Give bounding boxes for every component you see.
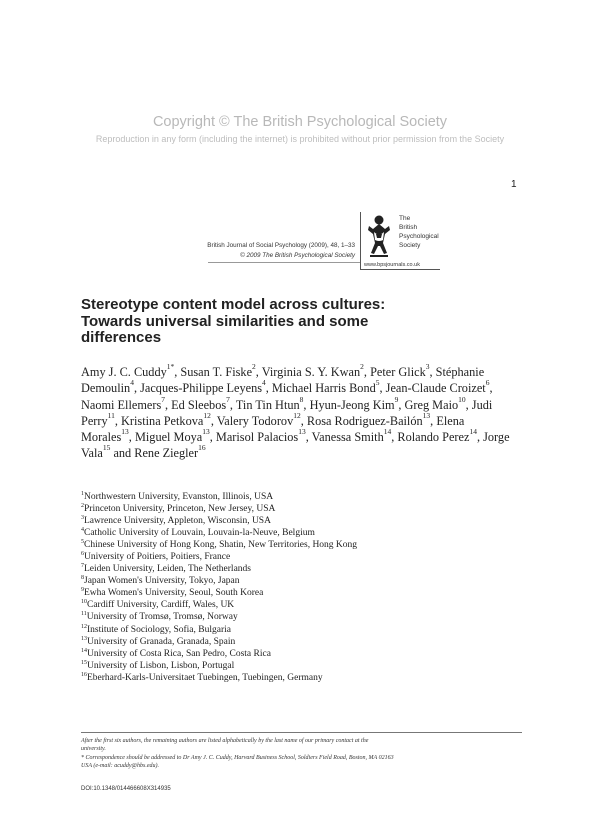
author-affiliation-marker: 1* xyxy=(166,362,175,371)
journal-citation: British Journal of Social Psychology (2009), 48, 1–33 xyxy=(207,242,355,249)
author-separator: , xyxy=(210,413,217,428)
author-affiliation-marker: 13 xyxy=(202,427,210,437)
author-separator: , xyxy=(265,381,272,396)
author-name: Jorge Vala xyxy=(81,430,510,461)
author-name: Kristina Petkova xyxy=(121,413,204,428)
affiliation-text: University of Poitiers, Poitiers, France xyxy=(84,552,231,563)
society-rule xyxy=(360,269,440,270)
author-name: Elena Morales xyxy=(81,413,465,445)
affiliation-item xyxy=(81,587,511,599)
author-list xyxy=(81,364,511,462)
affiliation-item xyxy=(81,563,511,575)
affiliation-text: Cardiff University, Cardiff, Wales, UK xyxy=(87,600,235,611)
author-name: Virginia S. Y. Kwan xyxy=(261,365,361,379)
affiliation-item xyxy=(81,599,511,611)
author-separator: , xyxy=(476,430,484,445)
affiliation-item xyxy=(81,539,511,551)
affiliation-number: 7 xyxy=(81,563,84,570)
affiliation-number: 1 xyxy=(81,491,84,497)
title-line: differences xyxy=(81,329,162,346)
footnote-line: university. xyxy=(81,746,106,753)
author-name: Naomi Ellemers xyxy=(81,397,162,412)
affiliation-number: 8 xyxy=(81,575,84,582)
author-separator: , xyxy=(229,397,236,412)
affiliation-item xyxy=(81,503,511,515)
author-name: Peter Glick xyxy=(370,365,426,379)
author-separator: , xyxy=(379,381,386,396)
author-name: Tin Tin Htun xyxy=(235,397,300,412)
author-name: Valery Todorov xyxy=(216,413,294,428)
author-affiliation-marker: 3 xyxy=(425,362,430,371)
affiliation-number: 12 xyxy=(81,623,87,630)
journal-copyright: © 2009 The British Psychological Society xyxy=(240,251,355,259)
affiliation-text: University of Tromsø, Tromsø, Norway xyxy=(86,612,238,623)
author-name: Jacques-Philippe Leyens xyxy=(140,381,263,396)
author-separator: , xyxy=(209,430,216,445)
author-affiliation-marker: 13 xyxy=(121,427,129,437)
footnote-line: USA (e-mail: acuddy@hbs.edu). xyxy=(81,762,160,769)
journal-citation-block xyxy=(150,241,355,260)
british-psychological-society-logo-icon xyxy=(365,213,393,259)
author-name: Vanessa Smith xyxy=(311,430,384,445)
title-line: Towards universal similarities and some xyxy=(81,312,369,330)
society-line: The xyxy=(399,215,411,222)
affiliation-text: Northwestern University, Evanston, Illinois, USA xyxy=(84,492,274,502)
affiliation-number: 2 xyxy=(81,503,84,510)
author-separator: , xyxy=(114,413,122,428)
author-separator: , xyxy=(465,397,472,412)
title-line: Stereotype content model across cultures: xyxy=(81,296,386,313)
header-rule xyxy=(208,262,360,263)
affiliation-item xyxy=(81,636,511,648)
author-name: Marisol Palacios xyxy=(215,430,299,445)
author-affiliation-marker: 7 xyxy=(161,394,165,404)
footnote-line: * Correspondence should be addressed to Dr Amy J. C. Cuddy, Harvard Business School, Soldiers Field Road, Boston, MA 02163 xyxy=(81,754,394,761)
affiliation-text: Princeton University, Princeton, New Jersey, USA xyxy=(84,504,276,515)
author-name: Rolando Perez xyxy=(397,430,470,445)
author-affiliation-marker: 11 xyxy=(107,410,115,420)
affiliation-list xyxy=(81,491,511,684)
author-separator: , xyxy=(128,430,135,445)
author-separator: , xyxy=(165,397,172,412)
author-name: Amy J. C. Cuddy xyxy=(81,365,167,379)
affiliation-item xyxy=(81,491,511,503)
author-affiliation-marker: 15 xyxy=(102,443,111,453)
author-separator: , xyxy=(391,430,398,445)
affiliation-number: 3 xyxy=(81,515,84,522)
author-name: Hyun-Jeong Kim xyxy=(309,397,395,412)
author-name: Miguel Moya xyxy=(134,430,203,445)
author-name: and Rene Ziegler xyxy=(113,446,199,461)
affiliation-text: Ewha Women's University, Seoul, South Korea xyxy=(84,588,264,599)
author-affiliation-marker: 13 xyxy=(422,410,431,420)
affiliation-text: University of Granada, Granada, Spain xyxy=(87,636,236,647)
affiliation-number: 4 xyxy=(81,527,84,534)
author-separator: , xyxy=(303,397,310,412)
affiliation-text: Japan Women's University, Tokyo, Japan xyxy=(84,576,240,587)
author-name: Michael Harris Bond xyxy=(271,381,376,396)
affiliation-text: Lawrence University, Appleton, Wisconsin, USA xyxy=(84,516,271,527)
affiliation-item xyxy=(81,672,511,684)
author-name: Rosa Rodriguez-Bailón xyxy=(306,413,423,428)
author-affiliation-marker: 7 xyxy=(226,394,230,404)
society-line: Psychological xyxy=(399,233,439,240)
author-separator: , xyxy=(305,430,312,445)
author-name: Judi Perry xyxy=(81,397,493,428)
affiliation-number: 13 xyxy=(81,635,87,642)
author-separator: , xyxy=(489,381,496,396)
affiliation-number: 10 xyxy=(81,599,87,606)
author-affiliation-marker: 16 xyxy=(198,443,206,453)
author-affiliation-marker: 10 xyxy=(458,394,466,404)
page-number: 1 xyxy=(511,179,517,190)
author-separator: , xyxy=(429,365,436,379)
affiliation-text: Institute of Sociology, Sofia, Bulgaria xyxy=(87,624,231,635)
author-separator: , xyxy=(398,397,405,412)
author-affiliation-marker: 12 xyxy=(293,410,301,420)
author-affiliation-marker: 4 xyxy=(262,378,266,388)
affiliation-number: 15 xyxy=(81,659,87,666)
affiliation-item xyxy=(81,551,511,563)
author-name: Ed Sleebos xyxy=(171,397,227,412)
affiliation-text: Chinese University of Hong Kong, Shatin, New Territories, Hong Kong xyxy=(84,540,358,551)
affiliation-number: 16 xyxy=(81,671,87,678)
author-affiliation-marker: 4 xyxy=(130,378,134,388)
affiliation-number: 14 xyxy=(81,647,87,654)
author-separator: , xyxy=(300,413,307,428)
affiliation-item xyxy=(81,648,511,660)
society-line: British xyxy=(399,224,418,231)
author-separator: , xyxy=(255,365,262,379)
affiliation-item xyxy=(81,660,511,672)
affiliation-text: Eberhard-Karls-Universitaet Tuebingen, Tuebingen, Germany xyxy=(87,672,323,683)
header-divider xyxy=(360,212,361,270)
affiliation-text: University of Lisbon, Lisbon, Portugal xyxy=(87,660,235,671)
author-affiliation-marker: 12 xyxy=(203,410,211,420)
author-affiliation-marker: 8 xyxy=(299,394,304,404)
author-affiliation-marker: 9 xyxy=(394,394,399,404)
affiliation-number: 5 xyxy=(81,539,84,546)
affiliation-item xyxy=(81,527,511,539)
author-name: Greg Maio xyxy=(404,397,459,412)
affiliation-item xyxy=(81,611,511,623)
affiliation-number: 11 xyxy=(81,611,87,618)
affiliation-number: 9 xyxy=(81,587,84,594)
author-affiliation-marker: 14 xyxy=(469,427,477,437)
reproduction-notice: Reproduction in any form (including the internet) is prohibited without prior permission from the Society xyxy=(95,134,505,144)
society-line: Society xyxy=(399,242,421,249)
author-affiliation-marker: 14 xyxy=(383,427,392,437)
author-name: Stéphanie Demoulin xyxy=(81,365,485,396)
author-separator: , xyxy=(363,365,371,379)
author-separator: , xyxy=(174,365,181,379)
affiliation-item xyxy=(81,515,511,527)
affiliation-text: Leiden University, Leiden, The Netherlands xyxy=(84,564,251,575)
affiliation-text: Catholic University of Louvain, Louvain-la-Neuve, Belgium xyxy=(84,528,315,539)
author-separator: , xyxy=(133,381,141,396)
author-affiliation-marker: 2 xyxy=(252,362,256,371)
journal-website-link[interactable]: www.bpsjournals.co.uk xyxy=(364,262,420,268)
affiliation-text: University of Costa Rica, San Pedro, Costa Rica xyxy=(87,648,271,659)
footnote-line: After the first six authors, the remaining authors are listed alphabetically by the last name of our primary contact at the xyxy=(81,738,369,744)
footnote xyxy=(81,737,522,770)
affiliation-number: 6 xyxy=(81,551,84,558)
footnote-rule xyxy=(81,732,522,733)
author-affiliation-marker: 13 xyxy=(298,427,306,437)
affiliation-item xyxy=(81,624,511,636)
doi[interactable]: DOI:10.1348/014466608X314935 xyxy=(81,786,171,792)
author-affiliation-marker: 2 xyxy=(360,362,364,371)
article-title xyxy=(81,297,501,347)
author-affiliation-marker: 6 xyxy=(485,378,490,388)
author-name: Susan T. Fiske xyxy=(180,365,253,379)
copyright-watermark: Copyright © The British Psychological Society xyxy=(152,114,448,130)
author-affiliation-marker: 5 xyxy=(375,378,380,388)
affiliation-item xyxy=(81,575,511,587)
author-name: Jean-Claude Croizet xyxy=(385,381,486,396)
society-name xyxy=(399,214,439,250)
author-separator: , xyxy=(430,413,437,428)
